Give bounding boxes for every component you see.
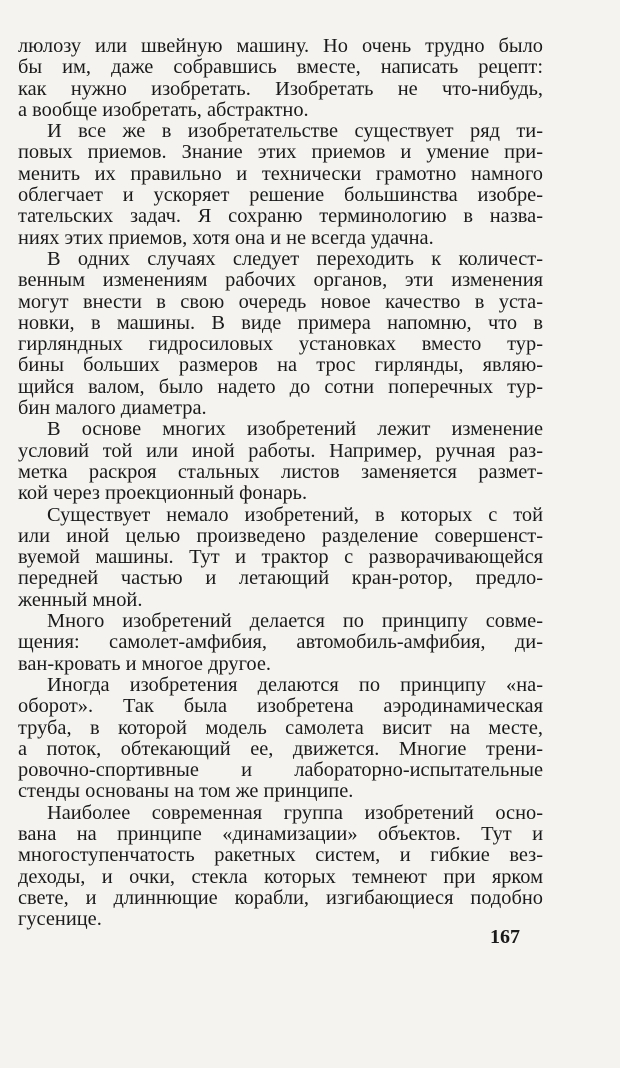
text-line: деходы, и очки, стекла которых темнеют при ярком (18, 865, 543, 888)
text-line: метка раскроя стальных листов заменяется размет- (18, 460, 543, 483)
text-line: женный мной. (18, 588, 143, 611)
text-line: В основе многих изобретений лежит изменение (47, 418, 543, 441)
text-line: гирляндных гидросиловых установках вместо тур- (18, 333, 543, 356)
text-line: многоступенчатость ракетных систем, и гибкие вез- (18, 844, 543, 867)
text-line: тательских задач. Я сохраню терминологию в назва- (18, 205, 543, 228)
text-line: бин малого диаметра. (18, 397, 207, 420)
text-line: а вообще изобретать, абстрактно. (18, 98, 309, 121)
text-line: новки, в машины. В виде примера напомню, что в (18, 311, 543, 334)
text-line: оборот». Так была изобретена аэродинамическая (18, 695, 543, 718)
text-line: вана на принципе «динамизации» объектов. Тут и (18, 822, 543, 845)
text-line: ниях этих приемов, хотя она и не всегда удачна. (18, 226, 434, 249)
text-line: условий той или иной работы. Например, ручная раз- (18, 439, 543, 462)
text-line: а поток, обтекающий ее, движется. Многие трени- (18, 737, 543, 760)
text-line: Иногда изобретения делаются по принципу «на- (47, 673, 543, 696)
text-line: вуемой машины. Тут и трактор с разворачивающейся (18, 546, 543, 569)
text-line: гусенице. (18, 908, 102, 931)
text-line: повых приемов. Знание этих приемов и умение при- (18, 141, 543, 164)
text-line: Наиболее современная группа изобретений осно- (47, 801, 543, 824)
text-line: свете, и длиннющие корабли, изгибающиеся подобно (18, 886, 543, 909)
text-line: ван-кровать и многое другое. (18, 652, 272, 675)
text-line: щийся валом, было надето до сотни поперечных тур- (18, 375, 543, 398)
text-line: люлозу или швейную машину. Но очень трудно было (18, 35, 543, 57)
text-line: облегчает и ускоряет решение большинства изобре- (18, 184, 543, 207)
body-text (18, 36, 543, 930)
text-line: менить их правильно и технически грамотно намного (18, 162, 543, 185)
text-line: или иной целью произведено разделение совершенст- (18, 524, 543, 547)
text-line: кой через проекционный фонарь. (18, 482, 308, 505)
text-line: В одних случаях следует переходить к количест- (47, 247, 543, 270)
text-line: Существует немало изобретений, в которых с той (47, 503, 543, 526)
text-line: как нужно изобретать. Изобретать не что-нибудь, (18, 77, 543, 100)
text-line: бы им, даже собравшись вместе, написать рецепт: (18, 56, 543, 79)
text-line: труба, в которой модель самолета висит на месте, (18, 716, 543, 739)
text-line: ровочно-спортивные и лабораторно-испытательные (18, 759, 543, 782)
text-line: щения: самолет-амфибия, автомобиль-амфибия, ди- (18, 631, 543, 654)
text-line: И все же в изобретательстве существует ряд ти- (47, 120, 543, 143)
text-line: могут внести в свою очередь новое качество в уста- (18, 290, 543, 313)
text-line: Много изобретений делается по принципу совме- (47, 610, 543, 633)
text-line: венным изменениям рабочих органов, эти изменения (18, 269, 543, 292)
page-number: 167 (490, 926, 520, 948)
text-line: передней частью и летающий кран-ротор, предло- (18, 567, 543, 590)
text-line: бины больших размеров на трос гирлянды, являю- (18, 354, 543, 377)
text-line: стенды основаны на том же принципе. (18, 780, 354, 803)
